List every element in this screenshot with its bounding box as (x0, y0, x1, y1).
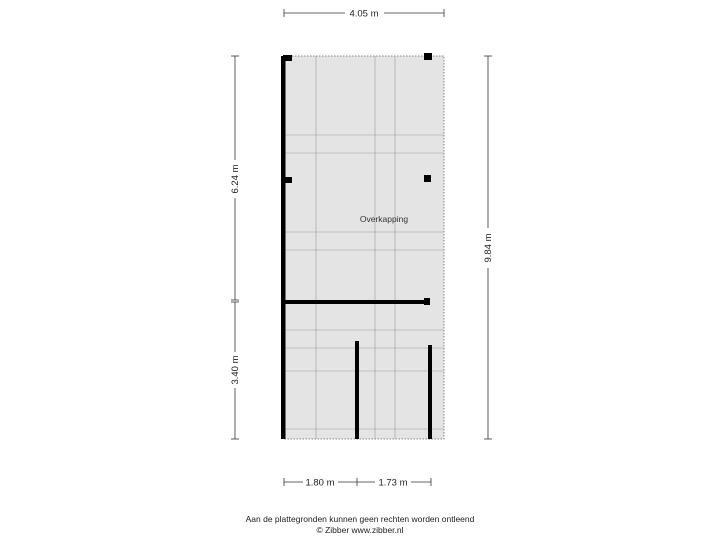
dimension-right-label: 9.84 m (483, 233, 494, 263)
dividing-wall (283, 300, 429, 304)
post-top-left (283, 55, 292, 61)
left-wall (281, 56, 286, 439)
footer-copyright: © Zibber www.zibber.nl (316, 525, 404, 535)
wall-segment-center (355, 341, 359, 439)
dimension-left-upper-label: 6.24 m (230, 164, 241, 194)
dimension-left-lower-label: 3.40 m (230, 355, 241, 385)
room-label: Overkapping (359, 214, 409, 224)
dimension-bottom-left-label: 1.80 m (305, 477, 335, 489)
dimension-bottom-right-label: 1.73 m (378, 477, 408, 489)
post-wall-end (424, 298, 430, 305)
post-top-right (424, 53, 432, 60)
post-mid-right (424, 175, 431, 182)
wall-segment-right (428, 345, 432, 439)
post-mid-left (284, 177, 292, 183)
floor-area (283, 56, 444, 439)
dimension-top-label: 4.05 m (349, 8, 379, 20)
footer-disclaimer: Aan de plattegronden kunnen geen rechten worden ontleend (245, 514, 475, 524)
